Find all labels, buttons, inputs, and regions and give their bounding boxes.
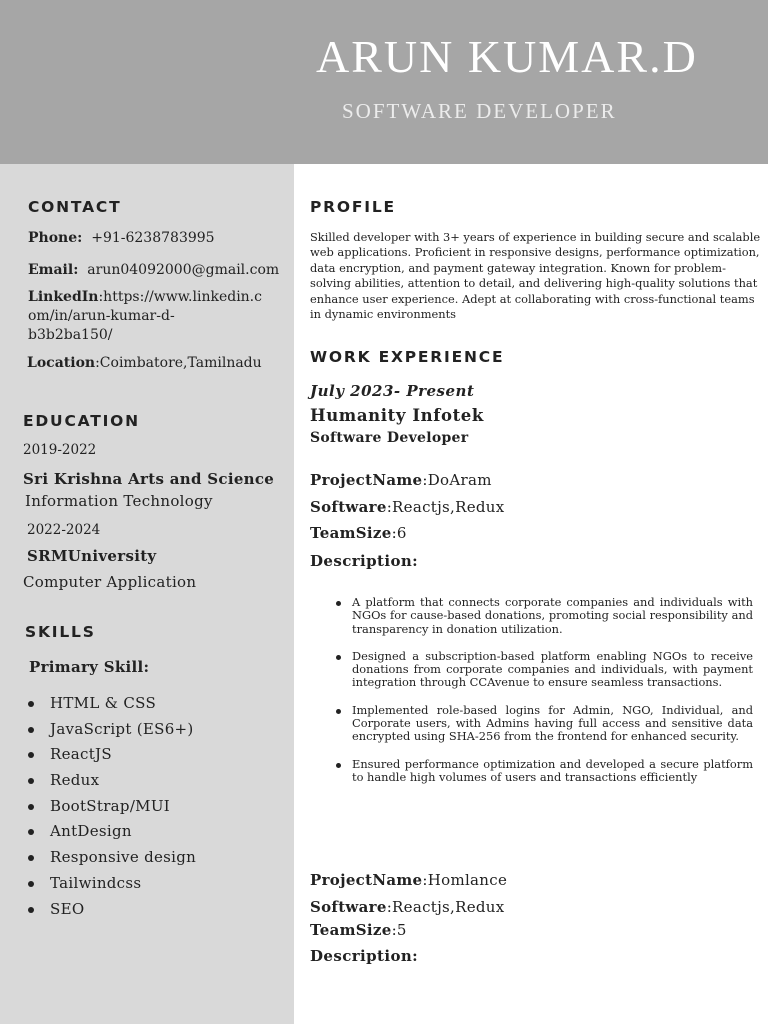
education-1-years: 2019-2022 xyxy=(23,442,97,458)
linkedin-url-line-3[interactable]: b3b2ba150/ xyxy=(28,327,113,343)
candidate-name: ARUN KUMAR.D xyxy=(316,31,698,82)
skill-list xyxy=(25,691,196,922)
education-2-field: Computer Application xyxy=(23,573,197,591)
project-1-description-label: Description: xyxy=(310,552,419,570)
company-name: Humanity Infotek xyxy=(310,406,484,425)
location-value: :Coimbatore,Tamilnadu xyxy=(95,355,262,371)
primary-skill-label: Primary Skill: xyxy=(29,658,150,676)
phone-value: +91-6238783995 xyxy=(91,230,215,246)
skill-item: SEO xyxy=(25,897,196,923)
teamsize-value: :6 xyxy=(391,524,407,542)
education-2-school: SRMUniversity xyxy=(27,547,157,565)
role-title: Software Developer xyxy=(310,430,469,446)
header-banner xyxy=(0,0,768,164)
linkedin-url-line-2[interactable]: om/in/arun-kumar-d- xyxy=(28,308,175,324)
phone-row xyxy=(28,230,215,246)
job-title: SOFTWARE DEVELOPER xyxy=(342,99,617,123)
project-name-label: ProjectName xyxy=(310,871,423,889)
project-2-teamsize-row xyxy=(310,921,407,939)
skill-item: AntDesign xyxy=(25,819,196,845)
profile-heading: PROFILE xyxy=(310,198,396,216)
email-label: Email: xyxy=(28,262,79,278)
project-2-software-row xyxy=(310,898,505,916)
description-bullet: Ensured performance optimization and developed a secure platform to handle high volumes of users and transactions efficiently xyxy=(336,758,753,785)
project-2-name-row xyxy=(310,871,507,889)
skill-item: JavaScript (ES6+) xyxy=(25,717,196,743)
software-label: Software xyxy=(310,498,387,516)
linkedin-row xyxy=(28,288,262,345)
project-1-teamsize-row xyxy=(310,524,407,542)
description-bullet: Designed a subscription-based platform enabling NGOs to receive donations from corporate companies and individuals, with payment integration through CCAvenue to ensure seamless transactions. xyxy=(336,650,753,690)
software-value: :Reactjs,Redux xyxy=(386,898,505,916)
skill-item: ReactJS xyxy=(25,742,196,768)
linkedin-label: LinkedIn xyxy=(28,289,99,305)
skill-item: Redux xyxy=(25,768,196,794)
description-bullet: A platform that connects corporate companies and individuals with NGOs for cause-based donations, promoting social responsibility and transparency in donation utilization. xyxy=(336,596,753,636)
description-bullet: Implemented role-based logins for Admin, NGO, Individual, and Corporate users, with Admins having full access and sensitive data encrypted using SHA-256 from the frontend for enhanced security. xyxy=(336,704,753,744)
linkedin-url-line-1[interactable]: :https://www.linkedin.c xyxy=(98,289,262,305)
software-label: Software xyxy=(310,898,387,916)
project-name-value: :DoAram xyxy=(422,471,492,489)
location-label: Location xyxy=(27,355,96,371)
project-2-description-label: Description: xyxy=(310,947,419,965)
project-name-label: ProjectName xyxy=(310,471,423,489)
teamsize-value: :5 xyxy=(391,921,407,939)
skill-item: BootStrap/MUI xyxy=(25,794,196,820)
skill-item: Tailwindcss xyxy=(25,871,196,897)
email-value[interactable]: arun04092000@gmail.com xyxy=(87,262,280,278)
teamsize-label: TeamSize xyxy=(310,921,392,939)
software-value: :Reactjs,Redux xyxy=(386,498,505,516)
email-row xyxy=(28,262,279,278)
education-heading: EDUCATION xyxy=(23,412,140,430)
location-row xyxy=(27,355,262,371)
education-1-school: Sri Krishna Arts and Science xyxy=(23,470,275,488)
skills-heading: SKILLS xyxy=(25,623,96,641)
project-1-software-row xyxy=(310,498,505,516)
profile-summary: Skilled developer with 3+ years of experience in building secure and scalable web applications. Proficient in responsive designs, performance optimization, data encryption, and payment gateway integration. Known for problem-solving abilities, attention to detail, and delivering high-quality solutions that enhance user experience. Adept at collaborating with cross-functional teams in dynamic environments xyxy=(310,230,761,322)
education-2-years: 2022-2024 xyxy=(27,522,101,538)
teamsize-label: TeamSize xyxy=(310,524,392,542)
education-1-field: Information Technology xyxy=(25,492,213,510)
phone-label: Phone: xyxy=(28,230,83,246)
skill-item: HTML & CSS xyxy=(25,691,196,717)
sidebar xyxy=(0,164,294,1024)
skill-item: Responsive design xyxy=(25,845,196,871)
project-name-value: :Homlance xyxy=(422,871,508,889)
employment-period: July 2023- Present xyxy=(310,382,475,400)
work-experience-heading: WORK EXPERIENCE xyxy=(310,348,505,366)
main-content xyxy=(294,164,768,1024)
project-1-name-row xyxy=(310,471,492,489)
project-1-description-list xyxy=(336,596,753,798)
contact-heading: CONTACT xyxy=(28,198,122,216)
